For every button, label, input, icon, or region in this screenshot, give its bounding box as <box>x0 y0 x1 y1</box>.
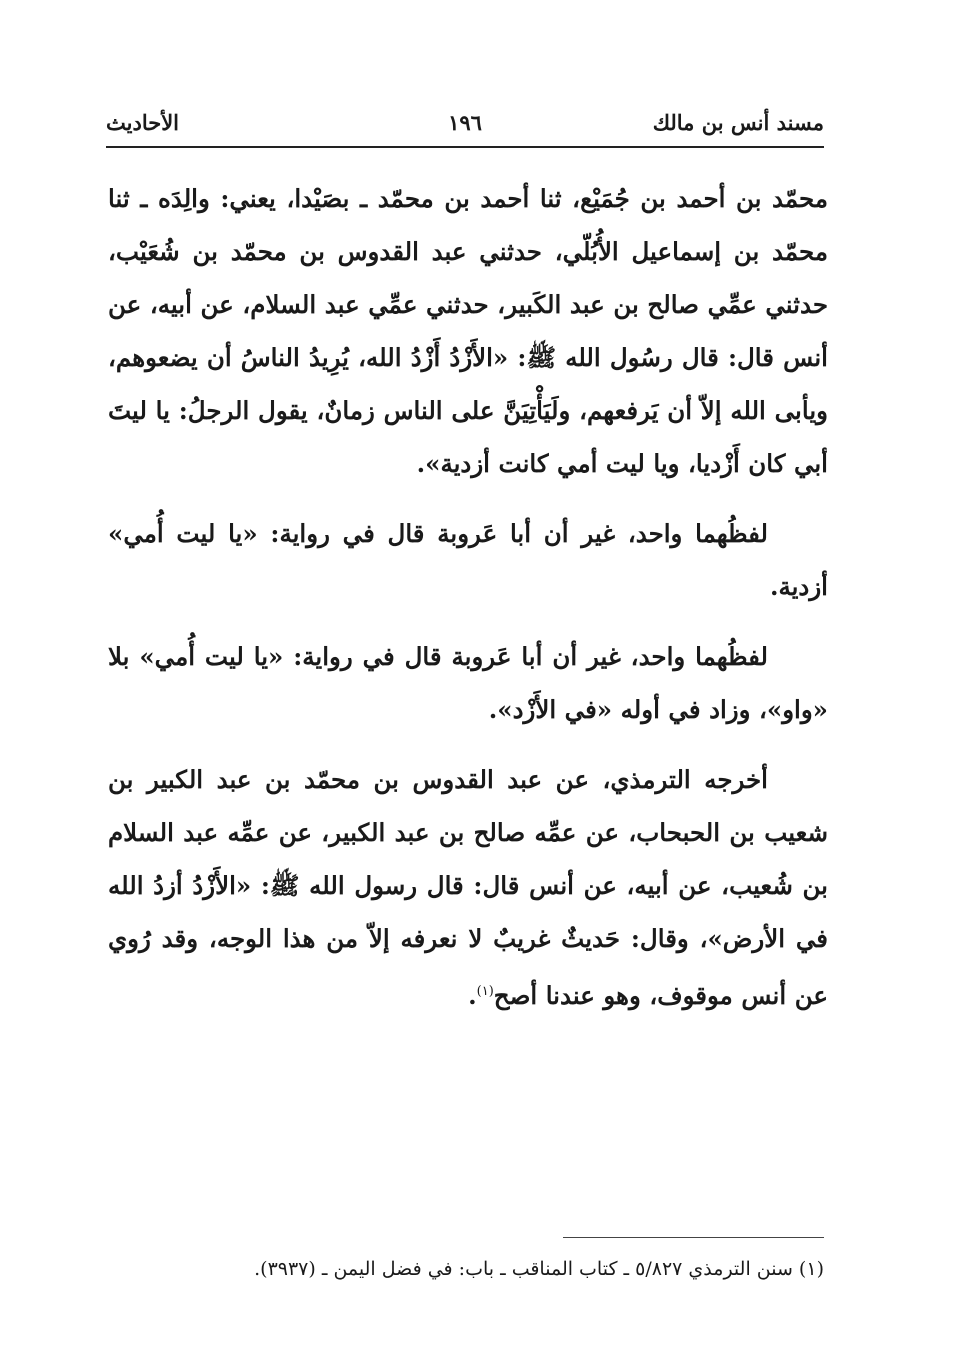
section-title: الأحاديث <box>106 110 180 135</box>
footnote-divider <box>563 1237 824 1238</box>
book-title: مسند أنس بن مالك <box>652 110 824 135</box>
takhrij-end: . <box>468 981 477 1011</box>
paragraph-variant-1: لفظُهما واحد، غير أن أبا عَروبة قال في رواية: «يا ليت أُمي» أزدية. <box>108 519 828 601</box>
page-number: ١٩٦ <box>448 110 482 135</box>
footnote: (١) سنن الترمذي ٥/٨٢٧ ـ كتاب المناقب ـ باب: في فضل اليمن ـ (٣٩٣٧). <box>254 1258 824 1280</box>
header-divider <box>106 146 824 148</box>
paragraph-takhrij <box>108 753 828 1022</box>
takhrij-text: أخرجه الترمذي، عن عبد القدوس بن محمّد بن عبد الكبير بن شعيب بن الحبحاب، عن عمِّه صالح بن عبد الكبير، عن عمِّه عبد السلام بن شُعيب، عن أبيه، عن أنس قال: قال رسول الله ﷺ: «الأَزْدُ أزدُ الله في الأرض»، وقال: حَديثٌ غريبٌ لا نعرفه إلاّ من هذا الوجه، وقد رُوي عن أنس موقوف، وهو عندنا أصح <box>108 765 828 1011</box>
main-text <box>108 172 828 1039</box>
paragraph-isnad: محمّد بن أحمد بن جُمَيْع، ثنا أحمد بن محمّد ـ بصَيْدا، يعني: والِدَه ـ ثنا محمّد بن إسماعيل الأُبُلّي، حدثني عبد القدوس بن محمّد بن شُعَيْب، حدثني عمِّي صالح بن عبد الكَبير، حدثني عمِّي عبد السلام، عن أبيه، عن أنس قال: قال رسُول الله ﷺ: «الأَزْدُ أَزْدُ الله، يُرِيدُ الناسُ أن يضعوهم، ويأبى الله إلاّ أن يَرفعهم، ولَيَأْتِيَنَّ على الناس زمانٌ، يقول الرجلُ: يا ليتَ أبي كان أَزْديا، ويا ليت أمي كانت أزدية». <box>108 184 828 478</box>
running-header <box>106 110 824 146</box>
footnote-marker: (١) <box>476 984 494 999</box>
paragraph-variant-2: لفظُهما واحد، غير أن أبا عَروبة قال في رواية: «يا ليت أُمي» بلا «واو»، وزاد في أوله «في الأَزْد». <box>108 642 828 724</box>
